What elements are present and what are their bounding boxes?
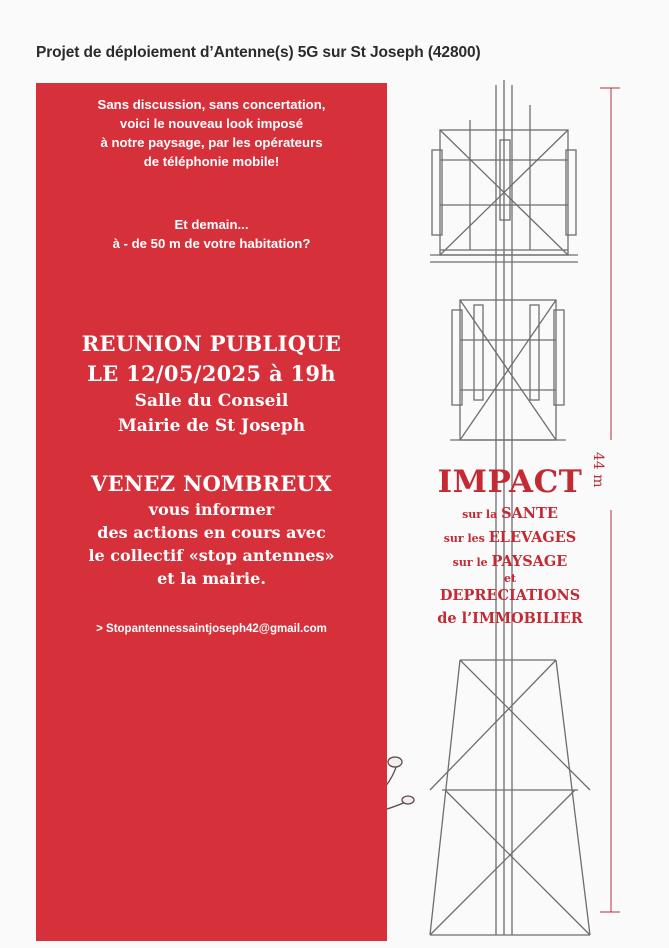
call-line: le collectif «stop antennes» bbox=[88, 546, 335, 565]
impact-prefix: sur les bbox=[443, 532, 489, 545]
meeting-title: REUNION PUBLIQUE bbox=[81, 331, 342, 356]
document-header: Projet de déploiement d’Antenne(s) 5G sur St Joseph (42800) bbox=[36, 44, 481, 61]
question-line: à - de 50 m de votre habitation? bbox=[112, 236, 311, 251]
intro-text bbox=[36, 95, 387, 171]
intro-line: à notre paysage, par les opérateurs bbox=[100, 135, 323, 150]
intro-line: de téléphonie mobile! bbox=[143, 154, 280, 169]
contact-email: > Stopantennessaintjoseph42@gmail.com bbox=[96, 623, 327, 635]
question-text bbox=[36, 215, 387, 253]
meeting-place-2: Mairie de St Joseph bbox=[117, 416, 306, 436]
impact-term: SANTE bbox=[501, 505, 558, 522]
question-line: Et demain... bbox=[174, 217, 249, 232]
impact-item bbox=[400, 550, 620, 574]
impact-item bbox=[400, 526, 620, 550]
intro-line: voici le nouveau look imposé bbox=[119, 116, 304, 131]
call-line: vous informer bbox=[148, 500, 275, 519]
meeting-date: LE 12/05/2025 à 19h bbox=[87, 361, 336, 386]
impact-term: PAYSAGE bbox=[491, 553, 568, 570]
tower-height-label: 44 m bbox=[590, 452, 606, 488]
impact-real-estate: de l’IMMOBILIER bbox=[437, 610, 583, 627]
impact-prefix: sur le bbox=[452, 556, 492, 569]
info-panel bbox=[36, 83, 387, 941]
impact-title: IMPACT bbox=[437, 464, 583, 500]
call-title: VENEZ NOMBREUX bbox=[91, 471, 332, 496]
impact-et: et bbox=[503, 572, 517, 585]
impact-term: ELEVAGES bbox=[488, 529, 577, 546]
intro-line: Sans discussion, sans concertation, bbox=[97, 97, 326, 112]
call-line: des actions en cours avec bbox=[97, 523, 326, 542]
impact-prefix: sur la bbox=[462, 508, 502, 521]
impact-block bbox=[400, 462, 620, 630]
call-block bbox=[36, 470, 387, 590]
impact-depreciation: DEPRECIATIONS bbox=[439, 587, 581, 604]
impact-item bbox=[400, 502, 620, 526]
call-line: et la mairie. bbox=[157, 569, 266, 588]
meeting-block bbox=[36, 329, 387, 439]
meeting-place-1: Salle du Conseil bbox=[134, 391, 289, 411]
